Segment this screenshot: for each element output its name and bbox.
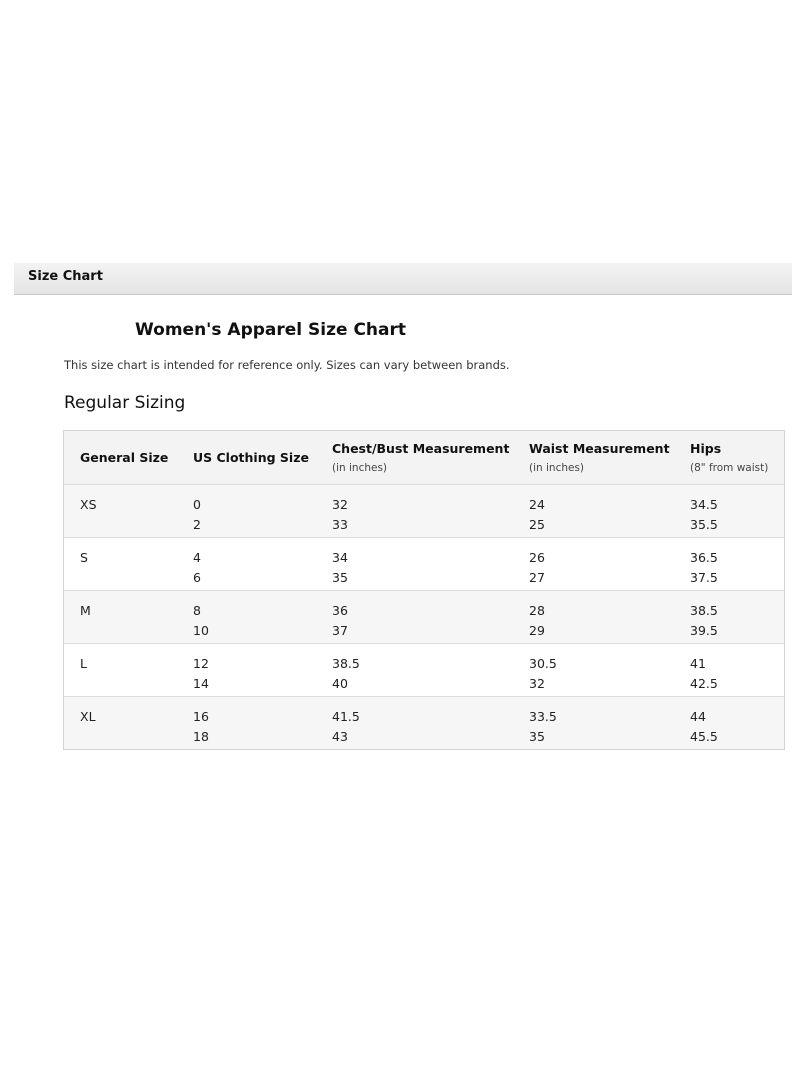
us-size-cell: 6 [193, 570, 201, 585]
general-size-cell: M [80, 603, 91, 618]
column-subheader-waist: (in inches) [529, 462, 585, 474]
waist-cell: 33.5 [529, 709, 557, 724]
size-chart-header-bar [14, 263, 792, 295]
chest-cell: 34 [332, 550, 348, 565]
waist-cell: 32 [529, 676, 545, 691]
hips-cell: 38.5 [690, 603, 718, 618]
column-header-us-clothing-size: US Clothing Size [193, 450, 309, 465]
waist-cell: 30.5 [529, 656, 557, 671]
hips-cell: 45.5 [690, 729, 718, 744]
waist-cell: 26 [529, 550, 545, 565]
hips-cell: 44 [690, 709, 706, 724]
general-size-cell: XS [80, 497, 97, 512]
hips-cell: 34.5 [690, 497, 718, 512]
disclaimer-text: This size chart is intended for reference only. Sizes can vary between brands. [64, 358, 510, 372]
column-subheader-chest-bust: (in inches) [332, 462, 388, 474]
chest-cell: 36 [332, 603, 348, 618]
waist-cell: 25 [529, 517, 545, 532]
waist-cell: 27 [529, 570, 545, 585]
hips-cell: 41 [690, 656, 706, 671]
chest-cell: 40 [332, 676, 348, 691]
section-heading: Regular Sizing [64, 393, 186, 413]
us-size-cell: 10 [193, 623, 209, 638]
table-row [64, 591, 784, 644]
us-size-cell: 2 [193, 517, 201, 532]
waist-cell: 29 [529, 623, 545, 638]
general-size-cell: XL [80, 709, 96, 724]
column-header-chest-bust: Chest/Bust Measurement [332, 441, 510, 456]
size-table [63, 430, 785, 750]
us-size-cell: 4 [193, 550, 201, 565]
us-size-cell: 18 [193, 729, 209, 744]
waist-cell: 35 [529, 729, 545, 744]
hips-cell: 36.5 [690, 550, 718, 565]
table-row [64, 697, 784, 749]
hips-cell: 39.5 [690, 623, 718, 638]
column-header-waist: Waist Measurement [529, 441, 670, 456]
table-row [64, 644, 784, 697]
us-size-cell: 16 [193, 709, 209, 724]
us-size-cell: 14 [193, 676, 209, 691]
page-title: Women's Apparel Size Chart [135, 320, 407, 340]
chest-cell: 37 [332, 623, 348, 638]
hips-cell: 35.5 [690, 517, 718, 532]
waist-cell: 24 [529, 497, 545, 512]
chest-cell: 32 [332, 497, 348, 512]
table-row [64, 538, 784, 591]
waist-cell: 28 [529, 603, 545, 618]
column-subheader-hips: (8" from waist) [690, 462, 769, 474]
hips-cell: 42.5 [690, 676, 718, 691]
chest-cell: 43 [332, 729, 348, 744]
general-size-cell: L [80, 656, 87, 671]
us-size-cell: 8 [193, 603, 201, 618]
table-header-row [64, 431, 784, 485]
chest-cell: 33 [332, 517, 348, 532]
chest-cell: 35 [332, 570, 348, 585]
column-header-general-size: General Size [80, 450, 169, 465]
column-header-hips: Hips [690, 441, 722, 456]
chest-cell: 38.5 [332, 656, 360, 671]
table-row [64, 485, 784, 538]
hips-cell: 37.5 [690, 570, 718, 585]
size-chart-header-title: Size Chart [28, 269, 103, 284]
chest-cell: 41.5 [332, 709, 360, 724]
us-size-cell: 12 [193, 656, 209, 671]
general-size-cell: S [80, 550, 88, 565]
us-size-cell: 0 [193, 497, 201, 512]
